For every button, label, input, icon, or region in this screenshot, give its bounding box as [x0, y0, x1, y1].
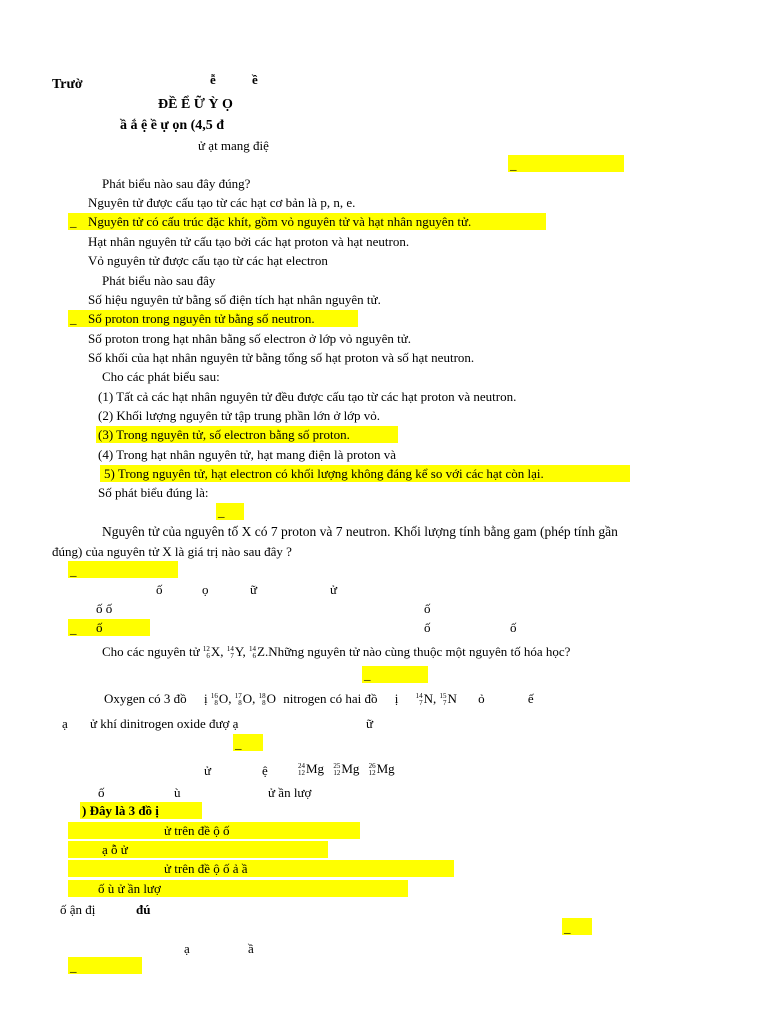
q3-stem: Cho các phát biểu sau:	[102, 369, 220, 384]
answer-mark: _	[235, 736, 242, 751]
exam-subtitle: ầ ắ ệ ề ự ọn (4,5 đ	[120, 118, 225, 133]
q4-fragment: ữ	[250, 582, 258, 597]
isotope-notation: 26 12	[368, 762, 376, 778]
q3-statement-2: (2) Khối lượng nguyên tử tập trung phần lớn ở lớp vỏ.	[98, 408, 381, 423]
isotope-notation: 15 7	[439, 692, 447, 708]
q6-prefix: Oxygen có 3 đồ	[104, 691, 187, 706]
q3-statement-3: (3) Trong nguyên tử, số electron bằng số proton.	[98, 427, 350, 442]
isotope-notation: 25 12	[333, 762, 341, 778]
answer-mark: _	[564, 920, 571, 935]
answer-mark: _	[364, 667, 371, 682]
q2-option-a: Số hiệu nguyên tử bằng số điện tích hạt nhân nguyên tử.	[88, 292, 381, 307]
q6-stem	[104, 690, 534, 707]
q7-fragment: ệ	[262, 763, 268, 778]
q7-option-b: ử trên đề ộ ố	[164, 823, 230, 838]
isotope-notation: 16 8	[210, 692, 218, 708]
answer-mark: _	[70, 214, 77, 229]
q7-option-d: ử trên đề ộ ố ả ầ	[164, 861, 248, 876]
q5-stem	[102, 643, 570, 660]
isotope-symbol: O,	[242, 691, 256, 706]
isotope-symbol: Mg	[306, 761, 325, 776]
q7-option-a: ) Đây là 3 đồ ị	[82, 803, 159, 818]
q4-fragment: ố ố	[96, 601, 113, 616]
q3-question: Số phát biểu đúng là:	[98, 485, 209, 500]
q4-fragment: ố	[96, 620, 103, 635]
q5-prefix: Cho các nguyên tử	[102, 644, 200, 659]
isotope-symbol: O	[266, 691, 276, 706]
answer-highlight	[362, 666, 428, 683]
q8-fragment: ầ	[248, 941, 254, 956]
answer-mark: _	[218, 504, 225, 519]
q4-fragment: ố	[424, 601, 431, 616]
q1-stem: Phát biểu nào sau đây đúng?	[102, 176, 251, 191]
isotope-notation: 18 8	[258, 692, 266, 708]
q4-fragment: ọ	[202, 582, 209, 597]
q8-fragment: ạ	[184, 941, 190, 956]
q6-fragment: ạ	[62, 716, 68, 731]
q1-option-c: Hạt nhân nguyên tử cấu tạo bởi các hạt proton và hạt neutron.	[88, 234, 410, 249]
isotope-notation: 17 8	[234, 692, 242, 708]
q3-statement-4: (4) Trong hạt nhân nguyên tử, hạt mang điện là proton và	[98, 447, 397, 462]
q2-stem: Phát biểu nào sau đây	[102, 273, 216, 288]
answer-mark: _	[70, 959, 77, 974]
q1-option-a: Nguyên tử được cấu tạo từ các hạt cơ bản là p, n, e.	[88, 195, 356, 210]
isotope-symbol: N,	[423, 691, 437, 706]
q7-fragment: ử	[204, 763, 212, 778]
answer-highlight	[68, 619, 150, 636]
q2-option-b: Số proton trong nguyên tử bằng số neutron.	[88, 311, 315, 326]
q1-option-d: Vỏ nguyên tử được cấu tạo từ các hạt electron	[88, 253, 328, 268]
q7-option-e: ố ù ử ần lượ	[98, 881, 161, 896]
q3-statement-1: (1) Tất cả các hạt nhân nguyên tử đều được cấu tạo từ các hạt proton và neutron.	[98, 389, 517, 404]
q5-question: Những nguyên tử nào cùng thuộc một nguyên tố hóa học?	[268, 644, 571, 659]
q7-fragment: ù	[174, 785, 181, 800]
q6-fragment: ữ	[366, 716, 374, 731]
q7-fragment: ử ần lượ	[268, 785, 312, 800]
isotope-symbol: X,	[210, 644, 224, 659]
answer-mark: _	[70, 311, 77, 326]
isotope-symbol: Y,	[234, 644, 246, 659]
isotope-notation: 14 7	[226, 645, 234, 661]
q8-stem-bold: đú	[136, 902, 151, 917]
answer-mark: _	[510, 157, 517, 172]
header-fragment: ễ	[210, 72, 216, 87]
q6-middle: nitrogen có hai đồ	[283, 691, 378, 706]
answer-highlight	[68, 561, 178, 578]
q6-fragment: ị	[203, 691, 208, 706]
q6-line2: ử khí dinitrogen oxide đượ ạ	[90, 716, 239, 731]
q4-fragment: ố	[156, 582, 163, 597]
isotope-symbol: N	[447, 691, 457, 706]
q4-fragment: ố	[510, 620, 517, 635]
isotope-notation: 14 6	[249, 645, 257, 661]
section-heading: ử ạt mang điệ	[198, 138, 269, 153]
isotope-notation: 14 7	[415, 692, 423, 708]
q4-fragment: ố	[424, 620, 431, 635]
isotope-notation: 24 12	[298, 762, 305, 778]
q3-statement-5: 5) Trong nguyên tử, hạt electron có khối lượng không đáng kể so với các hạt còn lại.	[104, 466, 544, 481]
answer-highlight	[508, 155, 624, 172]
answer-mark: _	[70, 563, 77, 578]
isotope-symbol: Z.	[257, 644, 269, 659]
q4-stem-line2: đúng) của nguyên tử X là giá trị nào sau đây ?	[52, 544, 292, 559]
answer-highlight	[68, 957, 142, 974]
isotope-symbol: O,	[218, 691, 232, 706]
q7-fragment: ố	[98, 785, 105, 800]
exam-title: ĐỀ Ể Ữ Ỳ Ọ	[158, 97, 233, 112]
q7-option-c: ạ ỗ ử	[102, 842, 128, 857]
q1-option-b: Nguyên tử có cấu trúc đặc khít, gồm vỏ nguyên tử và hạt nhân nguyên tử.	[88, 214, 472, 229]
school-name: Trườ	[52, 77, 83, 92]
q2-option-c: Số proton trong hạt nhân bằng số electron ở lớp vỏ nguyên tử.	[88, 331, 411, 346]
q6-fragment: ế	[527, 691, 534, 706]
header-fragment: ề	[252, 72, 258, 87]
q6-fragment: ị	[394, 691, 399, 706]
q7-isotopes	[298, 760, 395, 777]
q4-fragment: ử	[330, 582, 338, 597]
q2-option-d: Số khối của hạt nhân nguyên tử bằng tổng số hạt proton và số hạt neutron.	[88, 350, 475, 365]
isotope-symbol: Mg	[341, 761, 360, 776]
isotope-notation: 12 6	[202, 645, 210, 661]
q6-fragment: ỏ	[478, 691, 485, 706]
answer-mark: _	[70, 621, 77, 636]
q8-stem: ố ận đị	[60, 902, 96, 917]
q4-stem-line1: Nguyên tử của nguyên tố X có 7 proton và 7 neutron. Khối lượng tính bằng gam (phép tính gần	[102, 524, 618, 539]
answer-highlight	[68, 860, 454, 877]
isotope-symbol: Mg	[376, 761, 395, 776]
